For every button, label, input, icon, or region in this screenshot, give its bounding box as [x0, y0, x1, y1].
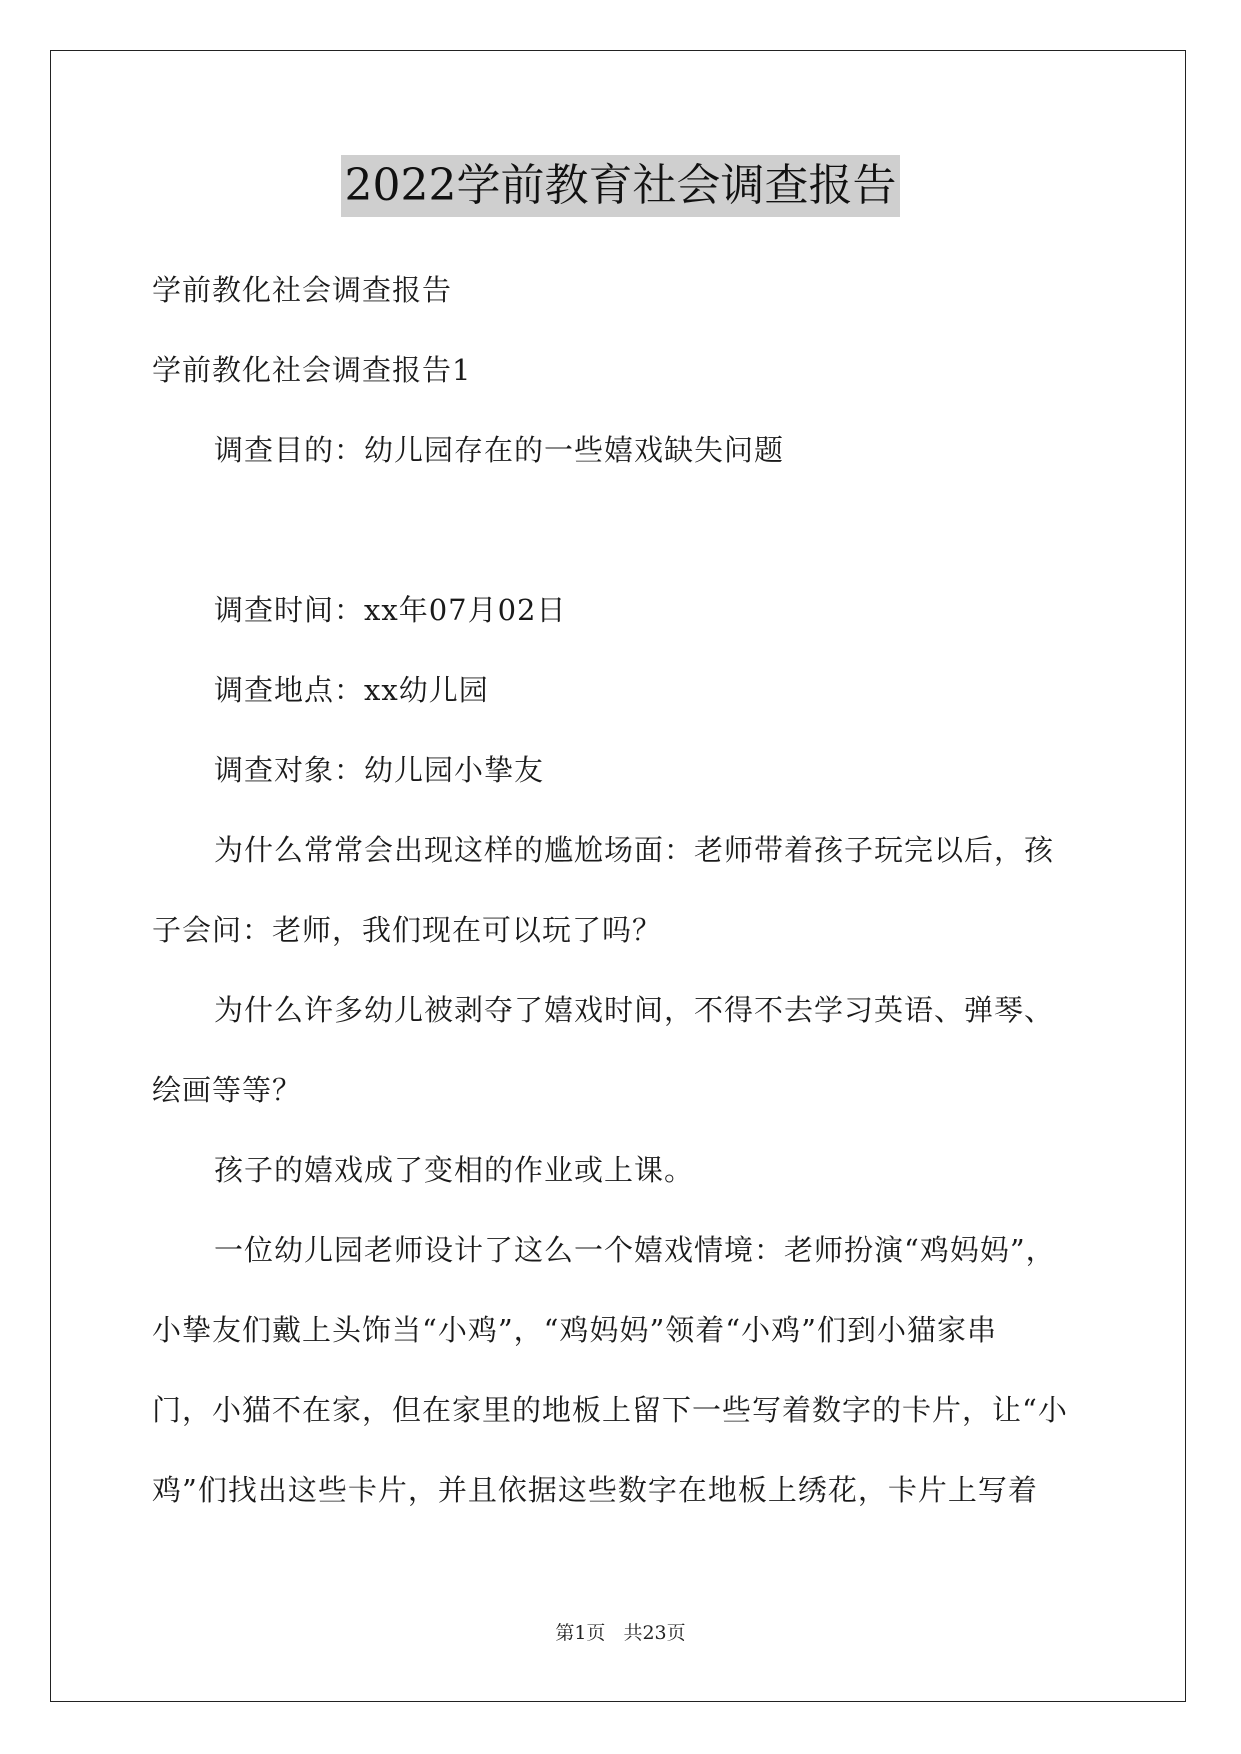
paragraph-line: 调查时间：xx年07月02日	[214, 593, 567, 627]
paragraph-line: 孩子的嬉戏成了变相的作业或上课。	[214, 1153, 695, 1187]
paragraph-line: 调查目的：幼儿园存在的一些嬉戏缺失问题	[214, 433, 785, 467]
document-title: 2022学前教育社会调查报告	[341, 155, 901, 217]
paragraph-line: 门，小猫不在家，但在家里的地板上留下一些写着数字的卡片，让“小	[152, 1393, 1068, 1427]
title-container	[0, 155, 1241, 217]
page-footer	[0, 1620, 1241, 1646]
paragraph-line: 小挚友们戴上头饰当“小鸡”，“鸡妈妈”领着“小鸡”们到小猫家串	[152, 1313, 997, 1347]
subtitle-line: 学前教化社会调查报告	[152, 273, 453, 307]
paragraph-line: 绘画等等？	[152, 1073, 303, 1107]
paragraph-line: 子会问：老师，我们现在可以玩了吗？	[152, 913, 663, 947]
paragraph-line: 调查地点：xx幼儿园	[214, 673, 489, 707]
page-number: 第1页	[555, 1622, 606, 1644]
paragraph-line: 为什么许多幼儿被剥夺了嬉戏时间，不得不去学习英语、弹琴、	[214, 993, 1055, 1027]
paragraph-line: 为什么常常会出现这样的尴尬场面：老师带着孩子玩完以后，孩	[214, 833, 1055, 867]
paragraph-line: 鸡”们找出这些卡片，并且依据这些数字在地板上绣花，卡片上写着	[152, 1473, 1038, 1507]
paragraph-line: 调查对象：幼儿园小挚友	[214, 753, 545, 787]
section-heading: 学前教化社会调查报告1	[152, 353, 472, 387]
paragraph-line: 一位幼儿园老师设计了这么一个嬉戏情境：老师扮演“鸡妈妈”，	[214, 1233, 1056, 1267]
total-pages: 共23页	[623, 1622, 686, 1644]
